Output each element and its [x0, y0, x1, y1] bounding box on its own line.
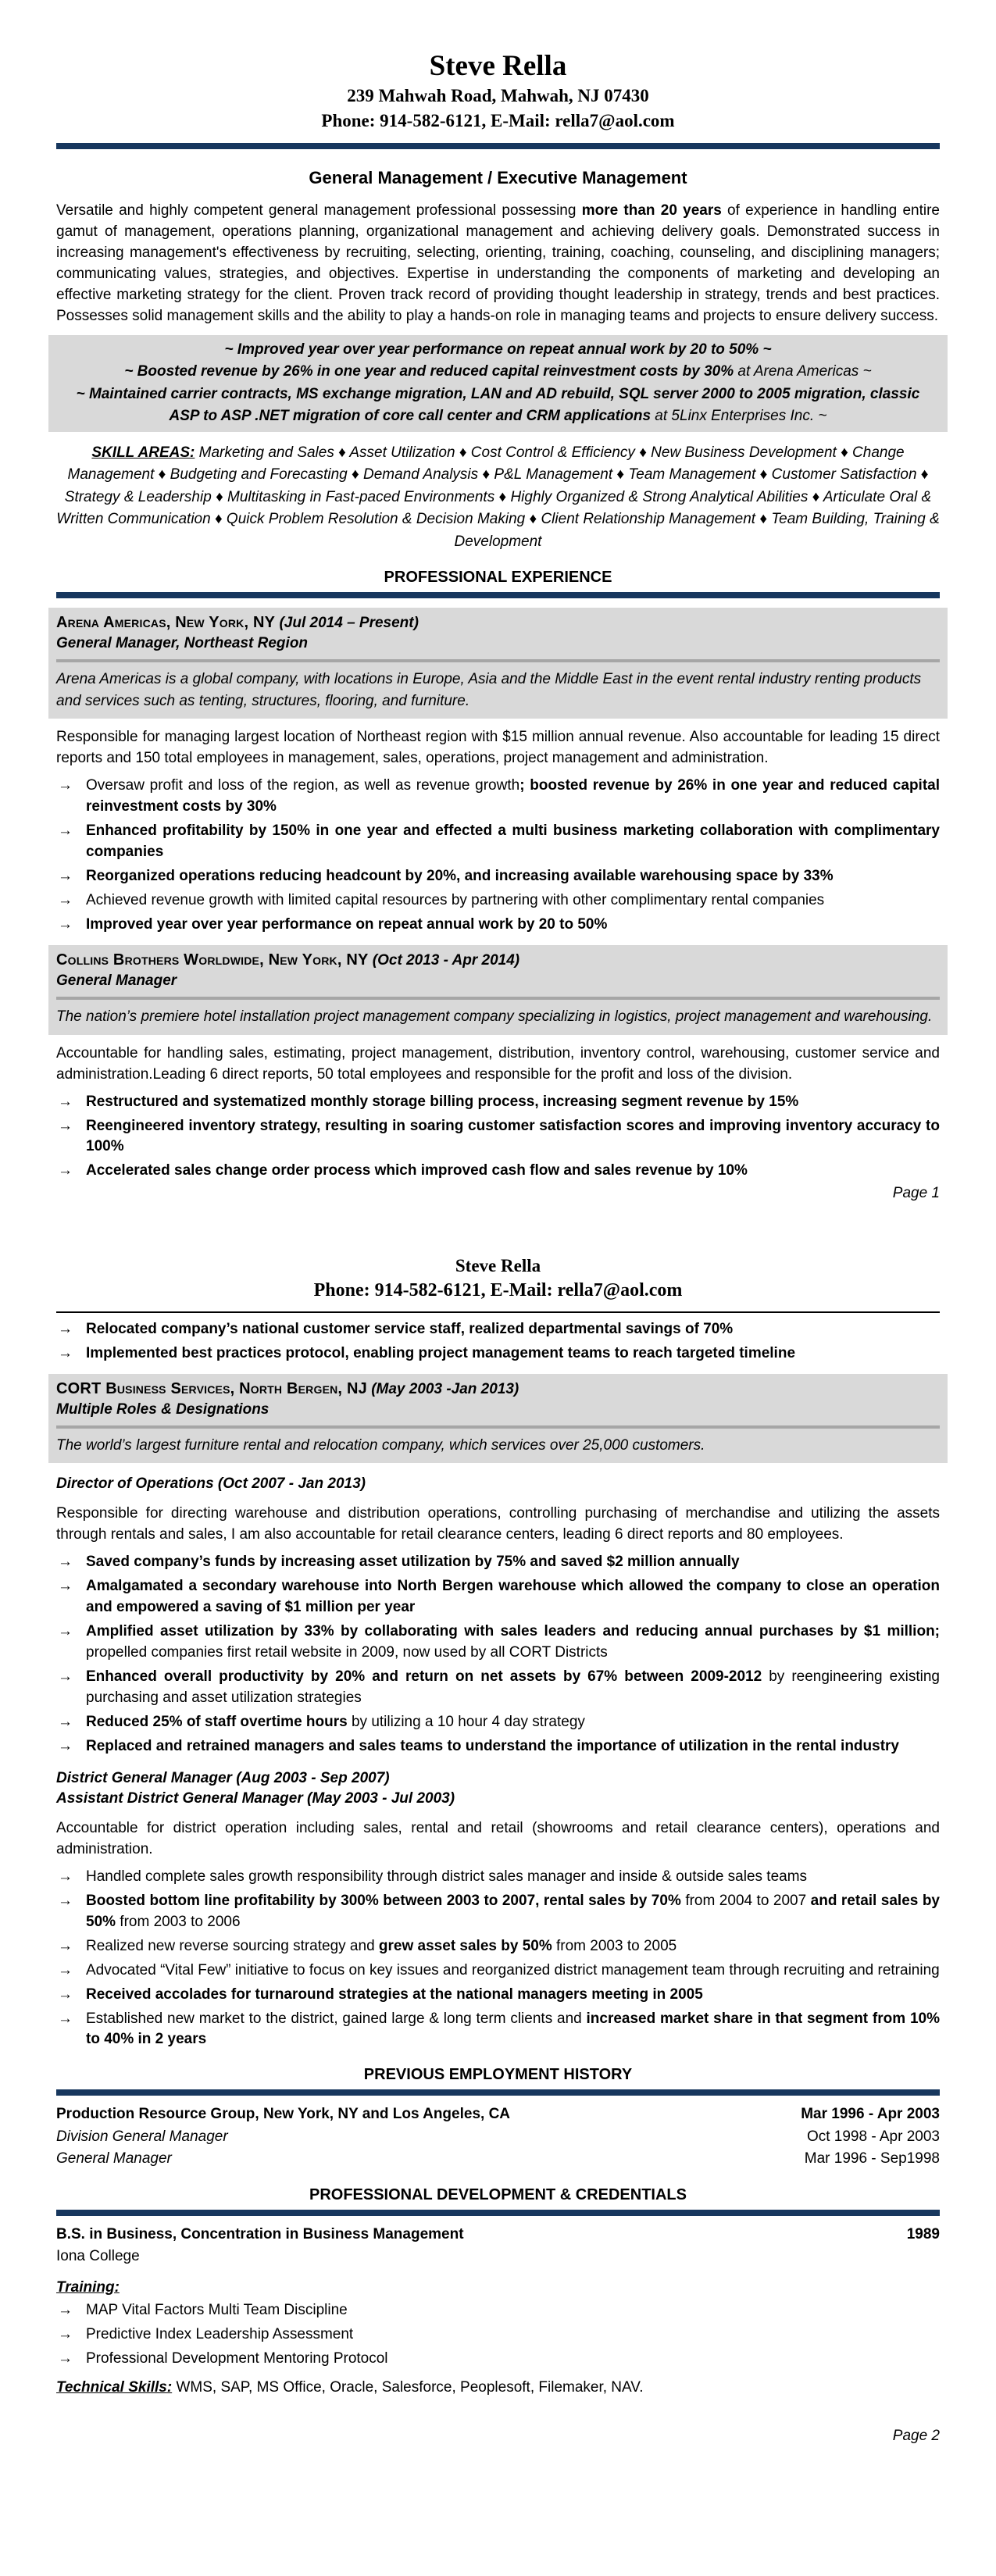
job-intro-paragraph: Responsible for managing largest location of Northeast region with $15 million annual revenue. Also accountable for leading 15 direct reports and 150 total employees in management, sales, operations, project management and administration. [56, 729, 940, 767]
job-box-divider [56, 997, 940, 1000]
summary-text: Versatile and highly competent general management professional possessing [56, 202, 582, 219]
bullet-text: Advocated “Vital Few” initiative to focus on key issues and reorganized district management team through recruiting and retraining [86, 1961, 940, 1978]
degree: B.S. in Business, Concentration in Business Management [56, 2225, 464, 2242]
bullet-text: Professional Development Mentoring Protocol [86, 2349, 388, 2367]
school-name: Iona College [56, 2248, 140, 2265]
summary-bold-text: more than 20 years [581, 202, 722, 219]
employment-role: Division General Manager [56, 2128, 228, 2145]
arrow-bullet-icon: → [58, 1986, 73, 2003]
bullet-item [56, 1936, 940, 1957]
job-bullet-list [56, 1092, 940, 1183]
employment-role: General Manager [56, 2150, 172, 2167]
bullet-text-bold: Reengineered inventory strategy, resulting in soaring customer satisfaction scores and improving inventory accuracy to 100% [86, 1117, 940, 1155]
arrow-bullet-icon: → [58, 1868, 73, 1885]
bullet-text: by utilizing a 10 hour 4 day strategy [347, 1713, 585, 1730]
bullet-text-bold: Amalgamated a secondary warehouse into North Bergen warehouse which allowed the company to close an operation and empowered a saving of $1 million per year [86, 1577, 940, 1615]
bullet-item [56, 1319, 940, 1340]
arrow-bullet-icon: → [58, 1320, 73, 1337]
bullet-text: by reengineering existing purchasing and asset utilization strategies [86, 1668, 940, 1706]
bullet-text-bold: increased market share in that segment from 10% to 40% in 2 years [86, 2010, 940, 2048]
bullet-item [56, 1576, 940, 1618]
page-number: Page 2 [892, 2427, 940, 2444]
job-box-divider [56, 1425, 940, 1429]
job-box-divider [56, 659, 940, 662]
training-bullet-list [56, 2300, 940, 2370]
role-bullet-list [56, 1867, 940, 2051]
job-header-arena [48, 608, 948, 719]
employment-dates: Mar 1996 - Sep1998 [804, 2150, 940, 2167]
employment-dates: Oct 1998 - Apr 2003 [806, 2128, 940, 2145]
bullet-text-bold: Boosted bottom line profitability by 300% between 2003 to 2007, rental sales by 70% [86, 1892, 681, 1909]
summary-text: of experience in handling entire gamut of management, operations planning, organizational management and achieving delivery goals. Demonstrated success in increasing management's effectiveness by recruiting, selecting, orienting, training, coaching, counseling, and disciplining managers; communicating values, strategies, and objectives. Expertise in understanding the components of marketing and developing an effective marketing strategy for the client. Proven track record of providing thought leadership in strategy, trends and best practices. Possesses solid management skills and the ability to play a hands-on role in managing teams and projects to ensure delivery success. [56, 202, 940, 324]
bullet-text-bold: grew asset sales by 50% [378, 1937, 552, 1954]
highlight-bold: ~ Improved year over year performance on repeat annual work by 20 to 50% ~ [224, 341, 772, 358]
education-row [56, 2224, 940, 2246]
job-title: General Manager [56, 972, 177, 990]
header-divider-thin [56, 1311, 940, 1313]
bullet-text-bold: Saved company’s funds by increasing asset utilization by 75% and saved $2 million annually [86, 1553, 740, 1570]
arrow-bullet-icon: → [58, 1577, 73, 1594]
skill-areas [56, 442, 940, 554]
arrow-bullet-icon: → [58, 2010, 73, 2027]
page-title: Steve Rella [429, 50, 567, 82]
highlight-rest: at 5Linx Enterprises Inc. ~ [651, 408, 827, 425]
bullet-item [56, 1552, 940, 1573]
job-company-line [56, 1380, 940, 1398]
carryover-bullet-list [56, 1319, 940, 1365]
skill-areas-list: Marketing and Sales ♦ Asset Utilization ♦ Cost Control & Efficiency ♦ New Business Development ♦ Change Management ♦ Budgeting and Forecasting ♦ Demand Analysis ♦ P&L Management ♦ Team Management ♦ Customer Satisfaction ♦ Strategy & Leadership ♦ Multitasking in Fast-paced Environments ♦ Highly Organized & Strong Analytical Abilities ♦ Articulate Oral & Written Communication ♦ Quick Problem Resolution & Decision Making ♦ Client Relationship Management ♦ Team Building, Training & Development [56, 444, 940, 550]
highlight-bold: ~ Maintained carrier contracts, MS exchange migration, LAN and AD rebuild, SQL server 2000 to 2005 migration, classic ASP to ASP .NET migration of core call center and CRM applications [76, 385, 920, 425]
graduation-year: 1989 [906, 2225, 940, 2242]
bullet-item [56, 1961, 940, 1982]
highlight-line [72, 361, 924, 384]
page-number: Page 1 [892, 1185, 940, 1202]
role-heading-line: District General Manager (Aug 2003 - Sep 2007) [56, 1769, 390, 1786]
role-intro-paragraph: Accountable for district operation including sales, rental and retail (showrooms and retail clearance centers), operations and administration. [56, 1819, 940, 1857]
job-header-cort [48, 1374, 948, 1464]
arrow-bullet-icon: → [58, 916, 73, 933]
role-heading-director: Director of Operations (Oct 2007 - Jan 2013) [56, 1475, 366, 1493]
employment-row [56, 2103, 940, 2126]
bullet-item [56, 915, 940, 936]
bullet-text-bold: Received accolades for turnaround strategies at the national managers meeting in 2005 [86, 1986, 703, 2003]
resume-headline: General Management / Executive Management [309, 167, 687, 187]
bullet-text: Handled complete sales growth responsibility through district sales manager and inside & outside sales teams [86, 1868, 808, 1885]
bullet-text-bold: Reorganized operations reducing headcount by 20%, and increasing available warehousing space by 33% [86, 868, 834, 885]
bullet-text: Predictive Index Leadership Assessment [86, 2325, 354, 2342]
bullet-text-bold: and retail sales by 50% [86, 1892, 940, 1930]
highlight-line [72, 339, 924, 362]
bullet-text-bold: Restructured and systematized monthly storage billing process, increasing segment revenue by 15% [86, 1093, 799, 1110]
section-divider [56, 2210, 940, 2216]
arrow-bullet-icon: → [58, 1892, 73, 1909]
highlight-line [72, 384, 924, 428]
job-title: Multiple Roles & Designations [56, 1400, 270, 1418]
contact-line: Phone: 914-582-6121, E-Mail: rella7@aol.com [313, 1280, 683, 1301]
bullet-item [56, 1712, 940, 1733]
employment-row [56, 2126, 940, 2149]
bullet-item [56, 1161, 940, 1182]
arrow-bullet-icon: → [58, 892, 73, 909]
bullet-text-bold: Amplified asset utilization by 33% by collaborating with sales leaders and reducing annual purchases by $1 million; [86, 1622, 940, 1639]
job-bullet-list [56, 776, 940, 936]
highlight-bold: ~ Boosted revenue by 26% in one year and reduced capital reinvestment costs by 30% [124, 363, 734, 380]
highlight-rest: at Arena Americas ~ [734, 363, 872, 380]
arrow-bullet-icon: → [58, 1961, 73, 1978]
job-dates: (Oct 2013 - Apr 2014) [368, 952, 520, 969]
arrow-bullet-icon: → [58, 2301, 73, 2318]
role-bullet-list [56, 1552, 940, 1757]
bullet-text-bold: Implemented best practices protocol, enabling project management teams to reach targeted timeline [86, 1344, 796, 1361]
bullet-text: MAP Vital Factors Multi Team Discipline [86, 2301, 348, 2318]
bullet-item [56, 1667, 940, 1709]
bullet-text-bold: ; boosted revenue by 26% in one year and reduced capital reinvestment costs by 30% [86, 777, 941, 815]
job-title: General Manager, Northeast Region [56, 635, 309, 652]
job-intro-paragraph: Accountable for handling sales, estimating, project management, distribution, inventory control, warehousing, customer service and administration.Leading 6 direct reports, 50 total employees and responsible for the profit and loss of the division. [56, 1044, 940, 1083]
section-heading-previous-employment: PREVIOUS EMPLOYMENT HISTORY [363, 2066, 633, 2084]
bullet-item [56, 1736, 940, 1757]
job-company-line [56, 951, 940, 969]
technical-skills-label: Technical Skills: [56, 2378, 173, 2396]
job-dates: (Jul 2014 – Present) [275, 615, 419, 632]
bullet-text: from 2003 to 2006 [116, 1913, 241, 1930]
section-divider [56, 2089, 940, 2096]
arrow-bullet-icon: → [58, 1553, 73, 1570]
bullet-item [56, 1622, 940, 1664]
employment-dates: Mar 1996 - Apr 2003 [801, 2106, 940, 2123]
page-1 [56, 50, 940, 1202]
training-label: Training: [56, 2278, 120, 2296]
arrow-bullet-icon: → [58, 1713, 73, 1730]
job-company-line [56, 614, 940, 632]
section-divider [56, 592, 940, 598]
bullet-text-bold: Reduced 25% of staff overtime hours [86, 1713, 348, 1730]
company-description: The world’s largest furniture rental and relocation company, which services over 25,000 customers. [56, 1436, 705, 1454]
bullet-text-bold: Enhanced profitability by 150% in one year and effected a multi business marketing collaboration with complimentary companies [86, 822, 940, 861]
arrow-bullet-icon: → [58, 1344, 73, 1361]
bullet-item [56, 2009, 940, 2051]
role-heading-district [56, 1768, 940, 1810]
arrow-bullet-icon: → [58, 1737, 73, 1754]
bullet-item [56, 1867, 940, 1888]
bullet-item [56, 1092, 940, 1113]
arrow-bullet-icon: → [58, 2325, 73, 2342]
section-heading-experience: PROFESSIONAL EXPERIENCE [384, 569, 612, 587]
header-divider [56, 143, 940, 149]
bullet-item [56, 821, 940, 863]
bullet-text: from 2004 to 2007 [680, 1892, 811, 1909]
bullet-item [56, 890, 940, 912]
technical-skills-line [56, 2379, 940, 2396]
achievements-highlight-box [48, 335, 948, 432]
bullet-text: Oversaw profit and loss of the region, as well as revenue growth [86, 777, 520, 794]
training-label-line [56, 2279, 940, 2296]
bullet-text: Achieved revenue growth with limited capital resources by partnering with other complimentary rental companies [86, 892, 825, 909]
bullet-text-bold: Accelerated sales change order process which improved cash flow and sales revenue by 10% [86, 1162, 748, 1179]
employment-history-rows [56, 2103, 940, 2171]
job-dates: (May 2003 -Jan 2013) [366, 1380, 519, 1397]
arrow-bullet-icon: → [58, 1117, 73, 1134]
company-description: The nation’s premiere hotel installation project management company specializing in logistics, project management and warehousing. [56, 1008, 933, 1026]
role-heading-line: Assistant District General Manager (May 2003 - Jul 2003) [56, 1790, 455, 1807]
bullet-item [56, 776, 940, 818]
arrow-bullet-icon: → [58, 1162, 73, 1179]
bullet-text-bold: Relocated company’s national customer service staff, realized departmental savings of 70% [86, 1320, 734, 1337]
section-heading-development: PROFESSIONAL DEVELOPMENT & CREDENTIALS [309, 2185, 687, 2203]
arrow-bullet-icon: → [58, 1937, 73, 1954]
bullet-text-bold: Enhanced overall productivity by 20% and return on net assets by 67% between 2009-2012 [86, 1668, 762, 1685]
bullet-item [56, 1985, 940, 2006]
employment-row [56, 2148, 940, 2171]
bullet-item [56, 1343, 940, 1365]
skill-areas-label: SKILL AREAS: [91, 444, 195, 461]
arrow-bullet-icon: → [58, 2349, 73, 2367]
page-2 [56, 1254, 940, 2444]
contact-line: Phone: 914-582-6121, E-Mail: rella7@aol.com [321, 110, 675, 130]
job-company: Collins Brothers Worldwide, New York, NY [56, 951, 369, 969]
bullet-text-bold: Improved year over year performance on repeat annual work by 20 to 50% [86, 916, 608, 933]
education-rows [56, 2224, 940, 2268]
bullet-item [56, 2300, 940, 2321]
arrow-bullet-icon: → [58, 1093, 73, 1110]
job-company: Arena Americas, New York, NY [56, 614, 276, 632]
bullet-item [56, 2324, 940, 2346]
role-intro-paragraph: Responsible for directing warehouse and distribution operations, controlling purchasing of merchandise and utilizing the assets through rentals and sales, I am also accountable for retail clearance centers, leading 6 direct reports and 80 employees. [56, 1504, 940, 1543]
bullet-text: propelled companies first retail website in 2009, now used by all CORT Districts [86, 1643, 608, 1661]
address-line: 239 Mahwah Road, Mahwah, NJ 07430 [347, 85, 649, 105]
bullet-item [56, 866, 940, 887]
arrow-bullet-icon: → [58, 1622, 73, 1639]
bullet-text: Established new market to the district, gained large & long term clients and [86, 2010, 587, 2027]
bullet-item [56, 1116, 940, 1158]
job-company: CORT Business Services, North Bergen, NJ [56, 1379, 367, 1397]
page-title: Steve Rella [455, 1256, 541, 1276]
employer-name: Production Resource Group, New York, NY and Los Angeles, CA [56, 2106, 511, 2123]
bullet-text: Realized new reverse sourcing strategy and [86, 1937, 379, 1954]
arrow-bullet-icon: → [58, 777, 73, 794]
arrow-bullet-icon: → [58, 822, 73, 840]
job-header-collins [48, 945, 948, 1035]
technical-skills-list: WMS, SAP, MS Office, Oracle, Salesforce, Peoplesoft, Filemaker, NAV. [172, 2378, 644, 2396]
company-description: Arena Americas is a global company, with locations in Europe, Asia and the Middle East in the event rental industry renting products and services such as tenting, structures, flooring, and furniture. [56, 671, 922, 709]
bullet-text-bold: Replaced and retrained managers and sales teams to understand the importance of utilization in the rental industry [86, 1737, 900, 1754]
bullet-item [56, 1891, 940, 1933]
arrow-bullet-icon: → [58, 868, 73, 885]
bullet-text: from 2003 to 2005 [552, 1937, 677, 1954]
arrow-bullet-icon: → [58, 1668, 73, 1685]
bullet-item [56, 2349, 940, 2370]
summary-paragraph [56, 201, 940, 327]
